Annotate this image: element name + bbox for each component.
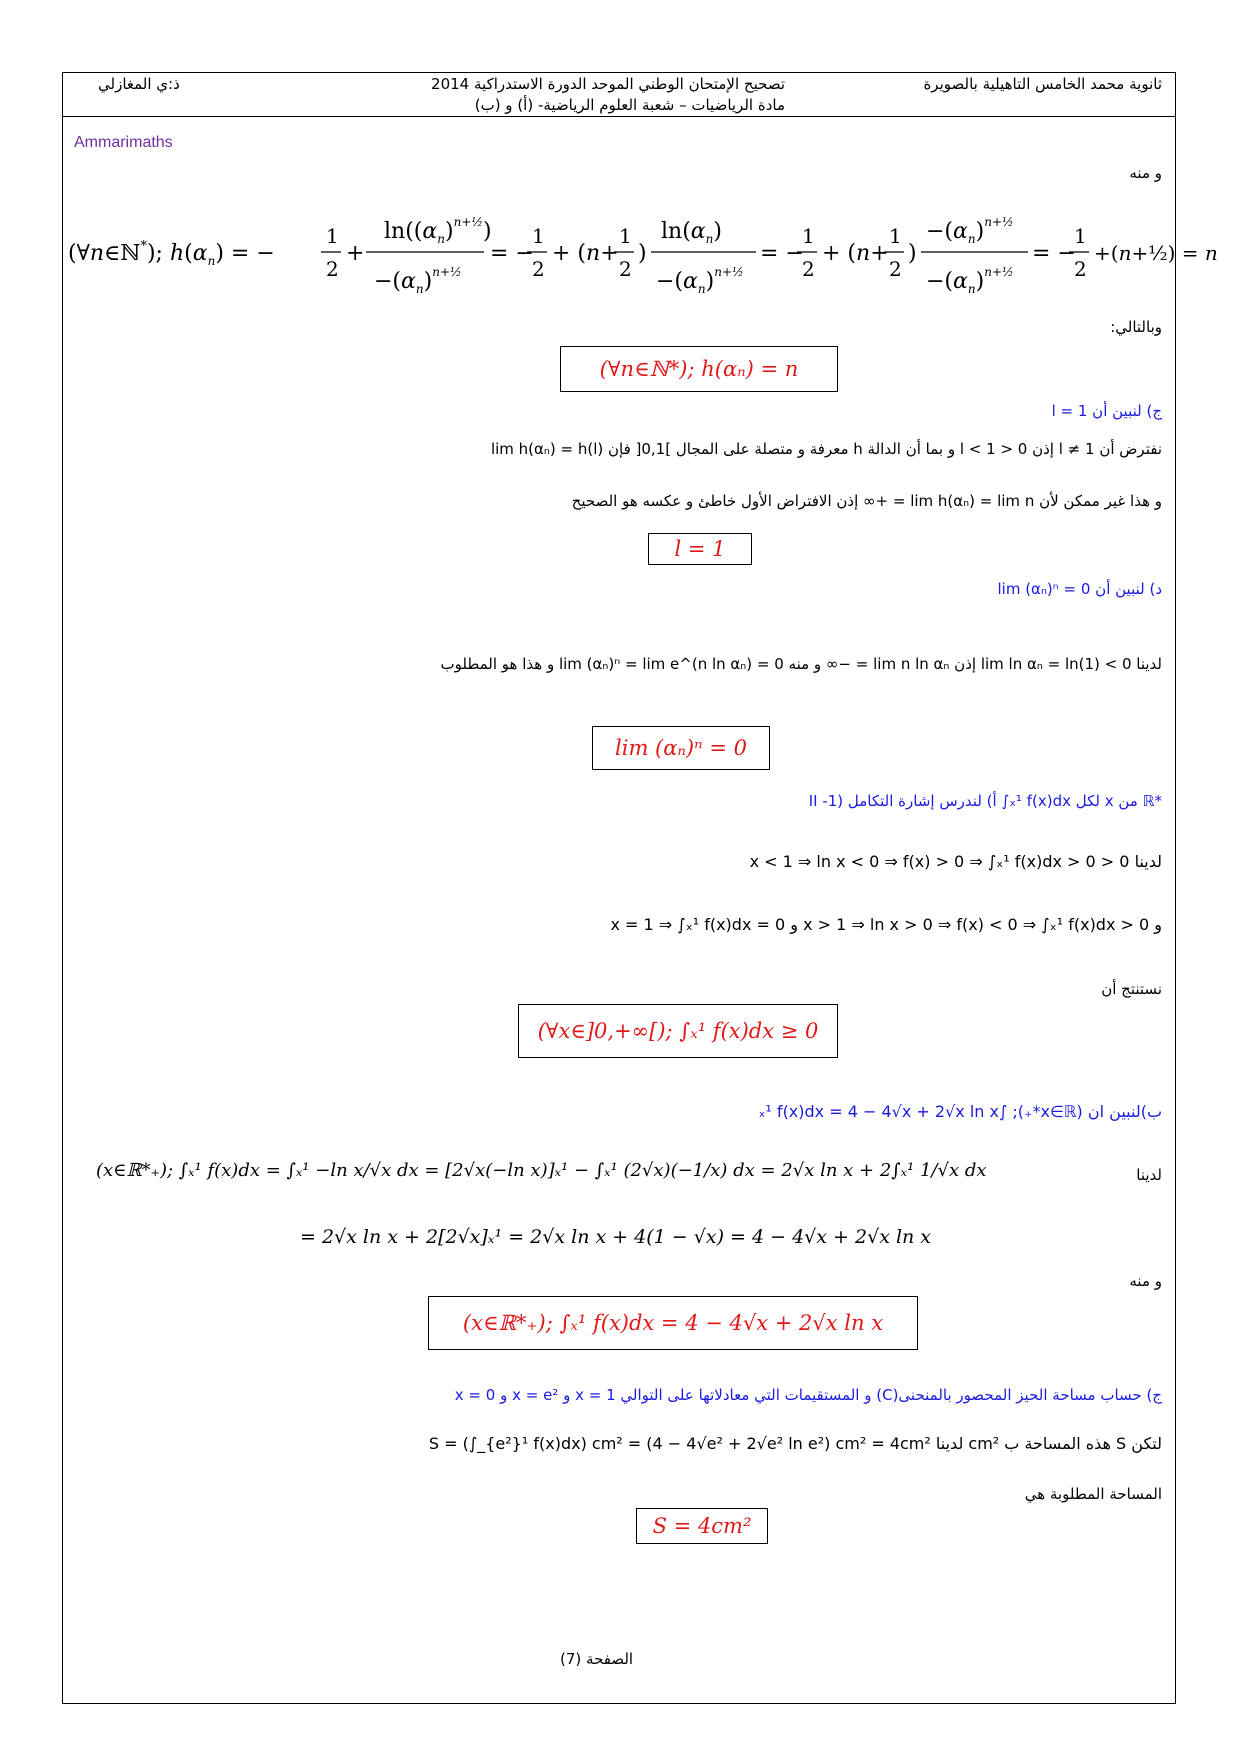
svg-text:+: + — [346, 241, 365, 266]
svg-text:): ) — [638, 241, 647, 266]
svg-text:−(αn)n+½: $-(\alpha_n)^{n+\frac{1}{2}}$ — [926, 265, 1014, 296]
text-wa-bittali: وبالتالي: — [1110, 318, 1162, 336]
exam-subtitle: مادة الرياضيات – شعبة العلوم الرياضية- (أ) و (ب) — [474, 96, 785, 114]
teacher-name: ذ:ي المغازلي — [98, 75, 180, 93]
svg-text:+(n+½) = n: +(n+½) = n — [1094, 241, 1218, 265]
area-line: لتكن S هذه المساحة ب cm² لدينا S = (∫_{e²}¹ f(x)dx) cm² = (4 − 4√e² + 2√e² ln e²) cm² = 4cm² — [428, 1434, 1162, 1453]
svg-text:1: 1 — [889, 224, 902, 248]
svg-text:ln((αn)n+½): $\ln((\alpha_n)^{n+\frac{1}{2}})$ — [384, 215, 492, 246]
result-box-limit: lim (αₙ)ⁿ = 0 — [592, 726, 770, 770]
limit-line: لدينا lim ln αₙ = ln(1) < 0 إذن lim n ln αₙ = −∞ و منه lim (αₙ)ⁿ = lim e^(n ln αₙ) = 0 و هذا هو المطلوب — [440, 655, 1162, 673]
svg-text:(∀n∈ℕ*); h(αn) = −: (∀n∈ℕ*); $h(\alpha_n)$ = − — [68, 239, 275, 268]
part-II-title: II -1) أ) لندرس إشارة التكامل ∫ₓ¹ f(x)dx لكل x من ℝ* — [808, 792, 1162, 810]
svg-text:2: 2 — [532, 257, 545, 281]
svg-text:−(αn)n+½: $-(\alpha_n)^{n+\frac{1}{2}}$ — [926, 215, 1014, 246]
exam-title: تصحيح الإمتحان الوطني الموحد الدورة الاستدراكية 2014 — [431, 75, 785, 93]
svg-text:ln(αn): $\ln(\alpha_n)$ — [661, 219, 722, 246]
result-box-area: S = 4cm² — [636, 1508, 768, 1544]
part-c-title: ج) حساب مساحة الحيز المحصور بالمنحنى(C) و المستقيمات التي معادلاتها على التوالي x = 1 و x = e² و x = 0 — [454, 1386, 1162, 1404]
header-divider — [62, 116, 1176, 117]
svg-text:1: 1 — [802, 224, 815, 248]
ipp-line-2: = 2√x ln x + 2[2√x]ₓ¹ = 2√x ln x + 4(1 − √x) = 4 − 4√x + 2√x ln x — [300, 1226, 932, 1248]
page-frame — [62, 72, 1176, 1704]
svg-text:): ) — [908, 241, 917, 266]
text-ladayna: لدينا — [1136, 1166, 1162, 1184]
sign-line-1: لدينا 0 < x < 1 ⇒ ln x < 0 ⇒ f(x) > 0 ⇒ ∫ₓ¹ f(x)dx > 0 — [749, 852, 1162, 871]
school-name: ثانوية محمد الخامس التاهيلية بالصويرة — [923, 75, 1162, 93]
svg-text:1: 1 — [619, 224, 632, 248]
result-box-l: l = 1 — [648, 533, 752, 565]
part-b-title: ب)لنبين ان (x∈ℝ*₊); ∫ₓ¹ f(x)dx = 4 − 4√x + 2√x ln x — [758, 1102, 1162, 1121]
svg-text:2: 2 — [1074, 257, 1087, 281]
svg-text:+ (n+: + (n+ — [552, 241, 619, 266]
svg-text:2: 2 — [619, 257, 632, 281]
svg-text:1: 1 — [532, 224, 545, 248]
brand-label: Ammarimaths — [74, 134, 173, 151]
part-d-title: د) لنبين أن lim (αₙ)ⁿ = 0 — [997, 580, 1162, 598]
svg-text:2: 2 — [802, 257, 815, 281]
ipp-line-1: (x∈ℝ*₊); ∫ₓ¹ f(x)dx = ∫ₓ¹ −ln x/√x dx = [2√x(−ln x)]ₓ¹ − ∫ₓ¹ (2√x)(−1/x) dx = 2√x ln x + 2∫ₓ¹ 1/√x dx — [96, 1160, 987, 1181]
part-j-title: ج) لنبين أن l = 1 — [1051, 402, 1162, 420]
svg-text:= −: = − — [1032, 241, 1076, 266]
text-wa-minhu: و منه — [1129, 164, 1162, 182]
equation-h-alpha — [66, 188, 1218, 308]
page-number: الصفحة (7) — [560, 1650, 634, 1668]
svg-text:2: 2 — [326, 257, 339, 281]
impossible-line: و هذا غير ممكن لأن lim h(αₙ) = lim n = +∞ إذن الافتراض الأول خاطئ و عكسه هو الصحيح — [571, 492, 1162, 510]
svg-text:1: 1 — [326, 224, 339, 248]
result-box-h-alpha: (∀n∈ℕ*); h(αₙ) = n — [560, 346, 838, 392]
svg-text:+ (n+: + (n+ — [822, 241, 889, 266]
text-nastantij: نستنتج أن — [1101, 980, 1162, 998]
sign-line-2: و x > 1 ⇒ ln x > 0 ⇒ f(x) < 0 ⇒ ∫ₓ¹ f(x)dx > 0 و x = 1 ⇒ ∫ₓ¹ f(x)dx = 0 — [610, 915, 1162, 934]
result-box-sign: (∀x∈]0,+∞[); ∫ₓ¹ f(x)dx ≥ 0 — [518, 1004, 838, 1058]
result-box-integral: (x∈ℝ*₊); ∫ₓ¹ f(x)dx = 4 − 4√x + 2√x ln x — [428, 1296, 918, 1350]
svg-text:= −: = − — [760, 241, 804, 266]
svg-text:−(αn)n+½: $-(\alpha_n)^{n+\frac{1}{2}}$ — [656, 265, 744, 296]
svg-text:−(αn)n+½: $-(\alpha_n)^{n+\frac{1}{2}}$ — [374, 265, 462, 296]
text-area-wanted: المساحة المطلوبة هي — [1024, 1485, 1162, 1503]
svg-text:2: 2 — [889, 257, 902, 281]
text-wa-minhu-2: و منه — [1129, 1272, 1162, 1290]
svg-text:= −: = − — [490, 241, 534, 266]
svg-text:1: 1 — [1074, 224, 1087, 248]
suppose-line: نفترض أن l ≠ 1 إذن 0 < l < 1 و بما أن الدالة h معرفة و متصلة على المجال ]0,1[ فإن lim h(αₙ) = h(l) — [490, 440, 1162, 458]
